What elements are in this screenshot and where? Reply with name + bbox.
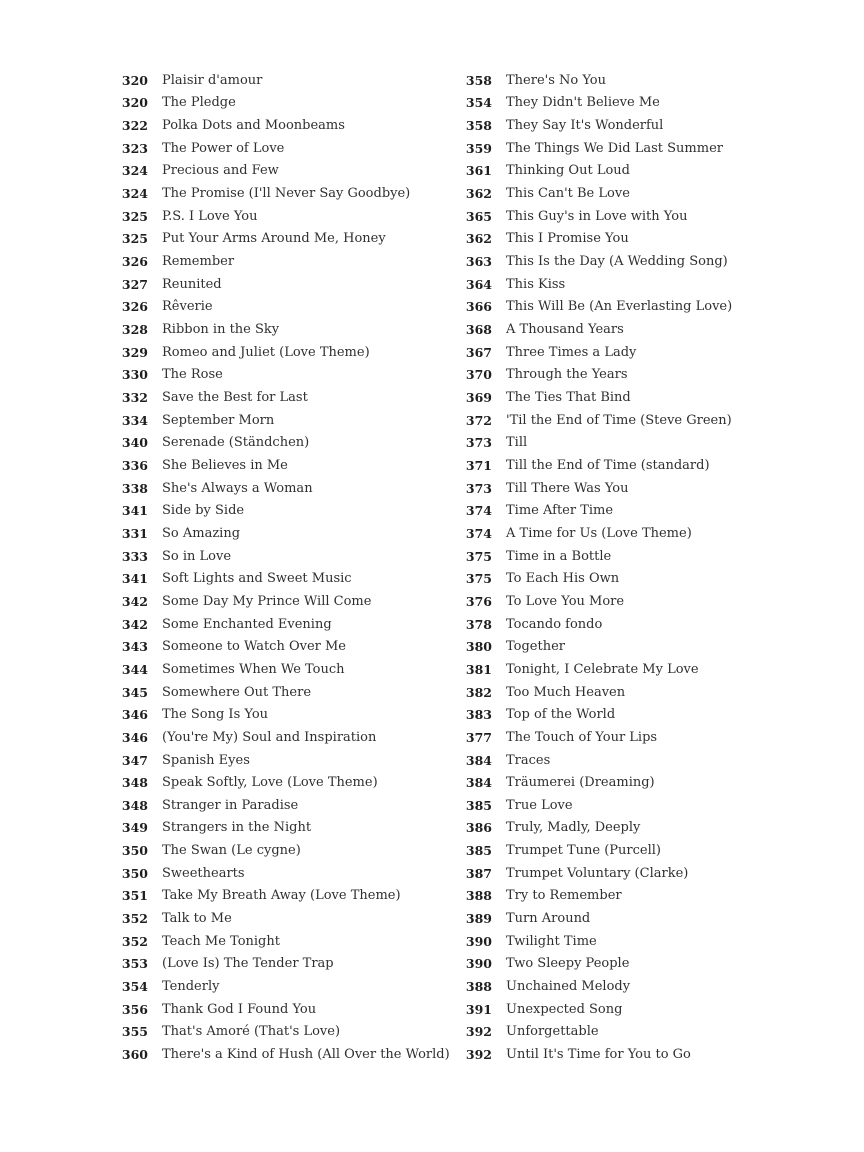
- index-entry: [118, 726, 458, 749]
- page-number: 362: [465, 231, 492, 247]
- song-title: This Will Be (An Everlasting Love): [506, 299, 733, 315]
- page-number: 389: [465, 911, 492, 927]
- index-entry: [118, 839, 458, 862]
- song-title: Tonight, I Celebrate My Love: [506, 661, 699, 677]
- song-title: Twilight Time: [506, 933, 597, 949]
- index-entry: [118, 160, 458, 183]
- index-entry: [462, 907, 802, 930]
- index-entry: [462, 386, 802, 409]
- index-entry: [118, 975, 458, 998]
- song-title: Thinking Out Loud: [506, 163, 630, 179]
- song-title: 'Til the End of Time (Steve Green): [506, 412, 732, 428]
- page-number: 343: [121, 639, 148, 655]
- index-entry: [118, 137, 458, 160]
- index-entry: [118, 522, 458, 545]
- page-number: 388: [465, 888, 492, 904]
- page-number: 364: [465, 276, 492, 292]
- page-number: 392: [465, 1024, 492, 1040]
- index-entry: [118, 250, 458, 273]
- index-entry: [118, 386, 458, 409]
- index-entry: [118, 681, 458, 704]
- song-title: Unchained Melody: [506, 979, 631, 995]
- song-title: Stranger in Paradise: [162, 797, 299, 813]
- page-number: 344: [121, 661, 148, 677]
- song-title: Too Much Heaven: [506, 684, 626, 700]
- song-title: The Promise (I'll Never Say Goodbye): [162, 186, 411, 202]
- song-title: This I Promise You: [506, 231, 629, 247]
- page-number: 342: [121, 616, 148, 632]
- index-entry: [118, 613, 458, 636]
- page-number: 326: [121, 254, 148, 270]
- index-entry: [462, 250, 802, 273]
- song-title: P.S. I Love You: [162, 208, 258, 224]
- index-entry: [118, 998, 458, 1021]
- index-entry: [118, 771, 458, 794]
- song-title: Someone to Watch Over Me: [162, 639, 346, 655]
- page-number: 351: [121, 888, 148, 904]
- page-number: 334: [121, 412, 148, 428]
- page-number: 325: [121, 231, 148, 247]
- song-title: Teach Me Tonight: [162, 933, 280, 949]
- song-title: A Time for Us (Love Theme): [506, 525, 692, 541]
- page-number: 350: [121, 865, 148, 881]
- page-number: 354: [121, 979, 148, 995]
- index-entry: [462, 794, 802, 817]
- index-entry: [462, 273, 802, 296]
- song-title: The Rose: [162, 367, 223, 383]
- index-entry: [462, 771, 802, 794]
- song-title: Save the Best for Last: [162, 390, 308, 406]
- page-number: 324: [121, 186, 148, 202]
- page-number: 376: [465, 593, 492, 609]
- index-entry: [118, 930, 458, 953]
- index-entry: [118, 477, 458, 500]
- index-entry: [118, 499, 458, 522]
- song-title: Truly, Madly, Deeply: [506, 820, 641, 836]
- page-number: 353: [121, 956, 148, 972]
- index-entry: [462, 409, 802, 432]
- page-number: 385: [465, 843, 492, 859]
- index-entry: [462, 432, 802, 455]
- song-title: Serenade (Ständchen): [162, 435, 310, 451]
- page-number: 336: [121, 457, 148, 473]
- song-title: Reunited: [162, 276, 222, 292]
- index-entry: [462, 182, 802, 205]
- page-number: 375: [465, 571, 492, 587]
- page-number: 390: [465, 956, 492, 972]
- index-entry: [118, 1021, 458, 1044]
- index-entry: [462, 681, 802, 704]
- song-title: September Morn: [162, 412, 275, 428]
- index-entry: [462, 545, 802, 568]
- page-number: 348: [121, 775, 148, 791]
- index-entry: [462, 69, 802, 92]
- page-number: 388: [465, 979, 492, 995]
- page-number: 352: [121, 911, 148, 927]
- page-number: 373: [465, 435, 492, 451]
- song-title: True Love: [506, 797, 573, 813]
- song-title: They Say It's Wonderful: [506, 118, 664, 134]
- page-number: 362: [465, 186, 492, 202]
- page-number: 355: [121, 1024, 148, 1040]
- index-entry: [462, 998, 802, 1021]
- song-title: The Swan (Le cygne): [162, 843, 301, 859]
- page-number: 372: [465, 412, 492, 428]
- index-entry: [118, 590, 458, 613]
- song-title: Top of the World: [506, 707, 616, 723]
- page-number: 374: [465, 503, 492, 519]
- page-number: 341: [121, 571, 148, 587]
- page-number: 377: [465, 729, 492, 745]
- song-title: Rêverie: [162, 299, 213, 315]
- page-number: 326: [121, 299, 148, 315]
- song-title: To Each His Own: [506, 571, 620, 587]
- index-entry: [462, 114, 802, 137]
- song-title: There's a Kind of Hush (All Over the World): [162, 1047, 450, 1063]
- page-number: 391: [465, 1001, 492, 1017]
- page-number: 392: [465, 1047, 492, 1063]
- index-entry: [118, 953, 458, 976]
- index-entry: [462, 137, 802, 160]
- page-number: 360: [121, 1047, 148, 1063]
- index-entry: [118, 114, 458, 137]
- page-number: 386: [465, 820, 492, 836]
- song-title: Tenderly: [162, 979, 220, 995]
- song-title: Side by Side: [162, 503, 245, 519]
- page-number: 371: [465, 457, 492, 473]
- page-number: 346: [121, 707, 148, 723]
- page-number: 375: [465, 548, 492, 564]
- page-number: 324: [121, 163, 148, 179]
- index-entry: [118, 635, 458, 658]
- index-column-left: [118, 69, 458, 1066]
- song-title: Somewhere Out There: [162, 684, 312, 700]
- page-number: 390: [465, 933, 492, 949]
- page-number: 323: [121, 140, 148, 156]
- song-title: (You're My) Soul and Inspiration: [162, 729, 377, 745]
- song-title: Three Times a Lady: [506, 344, 637, 360]
- page-number: 346: [121, 729, 148, 745]
- song-title: Some Enchanted Evening: [162, 616, 332, 632]
- index-entry: [462, 953, 802, 976]
- page-number: 327: [121, 276, 148, 292]
- page-number: 384: [465, 775, 492, 791]
- song-title: Time in a Bottle: [506, 548, 612, 564]
- page-number: 338: [121, 480, 148, 496]
- song-title: Try to Remember: [506, 888, 622, 904]
- page-number: 341: [121, 503, 148, 519]
- index-entry: [462, 613, 802, 636]
- song-title: So Amazing: [162, 525, 241, 541]
- index-entry: [118, 907, 458, 930]
- page-number: 374: [465, 525, 492, 541]
- page-number: 349: [121, 820, 148, 836]
- page-number: 325: [121, 208, 148, 224]
- index-entry: [462, 817, 802, 840]
- index-entry: [462, 296, 802, 319]
- song-title: The Things We Did Last Summer: [506, 140, 723, 156]
- song-title: Precious and Few: [162, 163, 279, 179]
- index-entry: [462, 499, 802, 522]
- page-number: 361: [465, 163, 492, 179]
- song-title: Sweethearts: [162, 865, 245, 881]
- index-entry: [118, 567, 458, 590]
- song-title: So in Love: [162, 548, 232, 564]
- index-entry: [118, 409, 458, 432]
- song-title: Unforgettable: [506, 1024, 599, 1040]
- song-title: Träumerei (Dreaming): [506, 775, 655, 791]
- song-title: She Believes in Me: [162, 457, 288, 473]
- song-title: Remember: [162, 254, 235, 270]
- page-number: 330: [121, 367, 148, 383]
- index-entry: [118, 205, 458, 228]
- index-entry: [462, 703, 802, 726]
- index-entry: [118, 749, 458, 772]
- page-number: 387: [465, 865, 492, 881]
- page-number: 359: [465, 140, 492, 156]
- page-number: 367: [465, 344, 492, 360]
- page-number: 358: [465, 72, 492, 88]
- song-title: Trumpet Tune (Purcell): [506, 843, 661, 859]
- page-number: 363: [465, 254, 492, 270]
- index-entry: [118, 92, 458, 115]
- page-number: 331: [121, 525, 148, 541]
- song-title: The Ties That Bind: [506, 390, 631, 406]
- index-entry: [462, 522, 802, 545]
- page-number: 368: [465, 322, 492, 338]
- song-title: Till There Was You: [506, 480, 629, 496]
- song-title: Some Day My Prince Will Come: [162, 593, 372, 609]
- page-number: 373: [465, 480, 492, 496]
- song-title: Sometimes When We Touch: [162, 661, 345, 677]
- index-entry: [118, 69, 458, 92]
- page-number: 365: [465, 208, 492, 224]
- song-title: Plaisir d'amour: [162, 72, 263, 88]
- index-entry: [462, 975, 802, 998]
- index-entry: [462, 228, 802, 251]
- index-entry: [462, 454, 802, 477]
- song-title: Speak Softly, Love (Love Theme): [162, 775, 378, 791]
- song-title: Trumpet Voluntary (Clarke): [506, 865, 689, 881]
- page-number: 370: [465, 367, 492, 383]
- song-title: This Kiss: [506, 276, 566, 292]
- index-entry: [118, 273, 458, 296]
- song-title: Unexpected Song: [506, 1001, 623, 1017]
- page-number: 333: [121, 548, 148, 564]
- index-entry: [462, 205, 802, 228]
- song-title: Soft Lights and Sweet Music: [162, 571, 352, 587]
- song-title: Put Your Arms Around Me, Honey: [162, 231, 386, 247]
- page-number: 350: [121, 843, 148, 859]
- song-title: Tocando fondo: [506, 616, 603, 632]
- index-entry: [118, 794, 458, 817]
- song-title: This Is the Day (A Wedding Song): [506, 254, 728, 270]
- song-title: Talk to Me: [162, 911, 232, 927]
- song-title: Romeo and Juliet (Love Theme): [162, 344, 370, 360]
- index-entry: [462, 364, 802, 387]
- index-entry: [118, 817, 458, 840]
- index-entry: [462, 590, 802, 613]
- page-number: 352: [121, 933, 148, 949]
- song-title: Together: [506, 639, 566, 655]
- song-title: She's Always a Woman: [162, 480, 313, 496]
- index-entry: [462, 341, 802, 364]
- page-number: 369: [465, 390, 492, 406]
- song-title: The Power of Love: [162, 140, 285, 156]
- song-title: Till: [506, 435, 528, 451]
- index-entry: [462, 160, 802, 183]
- page-number: 380: [465, 639, 492, 655]
- index-entry: [462, 567, 802, 590]
- song-title: This Can't Be Love: [506, 186, 630, 202]
- index-entry: [462, 862, 802, 885]
- page-number: 320: [121, 72, 148, 88]
- index-entry: [118, 364, 458, 387]
- song-title: The Song Is You: [162, 707, 269, 723]
- song-title: Through the Years: [506, 367, 628, 383]
- page-number: 382: [465, 684, 492, 700]
- song-title: (Love Is) The Tender Trap: [162, 956, 334, 972]
- page-number: 322: [121, 118, 148, 134]
- index-entry: [118, 182, 458, 205]
- page-number: 358: [465, 118, 492, 134]
- song-title: Until It's Time for You to Go: [506, 1047, 691, 1063]
- index-entry: [118, 228, 458, 251]
- song-title: The Touch of Your Lips: [506, 729, 658, 745]
- index-entry: [462, 1043, 802, 1066]
- index-entry: [118, 341, 458, 364]
- song-title: Two Sleepy People: [506, 956, 630, 972]
- song-title: The Pledge: [162, 95, 236, 111]
- page-number: 329: [121, 344, 148, 360]
- index-entry: [462, 839, 802, 862]
- index-entry: [462, 1021, 802, 1044]
- song-title: That's Amoré (That's Love): [162, 1024, 341, 1040]
- song-title: They Didn't Believe Me: [506, 95, 660, 111]
- page-number: 347: [121, 752, 148, 768]
- song-title: A Thousand Years: [506, 322, 624, 338]
- index-entry: [118, 703, 458, 726]
- index-entry: [462, 885, 802, 908]
- song-title: Strangers in the Night: [162, 820, 312, 836]
- index-entry: [118, 658, 458, 681]
- page-number: 342: [121, 593, 148, 609]
- song-title: Ribbon in the Sky: [162, 322, 280, 338]
- index-entry: [462, 658, 802, 681]
- page-number: 385: [465, 797, 492, 813]
- index-entry: [462, 318, 802, 341]
- page-number: 328: [121, 322, 148, 338]
- song-title: Turn Around: [506, 911, 591, 927]
- song-title: Spanish Eyes: [162, 752, 250, 768]
- page-number: 378: [465, 616, 492, 632]
- song-title: Take My Breath Away (Love Theme): [162, 888, 401, 904]
- index-entry: [118, 432, 458, 455]
- song-title: Polka Dots and Moonbeams: [162, 118, 345, 134]
- page-number: 340: [121, 435, 148, 451]
- page-number: 366: [465, 299, 492, 315]
- index-entry: [462, 92, 802, 115]
- index-entry: [118, 885, 458, 908]
- index-entry: [462, 930, 802, 953]
- song-title: Till the End of Time (standard): [506, 457, 710, 473]
- index-entry: [118, 862, 458, 885]
- page-number: 356: [121, 1001, 148, 1017]
- index-entry: [118, 545, 458, 568]
- page-number: 345: [121, 684, 148, 700]
- page-number: 381: [465, 661, 492, 677]
- index-column-right: [462, 69, 802, 1066]
- page-number: 354: [465, 95, 492, 111]
- song-title: To Love You More: [506, 593, 625, 609]
- page-number: 348: [121, 797, 148, 813]
- song-title: This Guy's in Love with You: [506, 208, 688, 224]
- page-number: 332: [121, 390, 148, 406]
- page-number: 320: [121, 95, 148, 111]
- index-entry: [118, 454, 458, 477]
- song-title: Thank God I Found You: [162, 1001, 317, 1017]
- index-entry: [118, 1043, 458, 1066]
- index-entry: [462, 477, 802, 500]
- index-entry: [462, 635, 802, 658]
- index-entry: [462, 749, 802, 772]
- index-entry: [118, 296, 458, 319]
- page-number: 383: [465, 707, 492, 723]
- song-title: Traces: [506, 752, 551, 768]
- page-number: 384: [465, 752, 492, 768]
- song-title: There's No You: [506, 72, 607, 88]
- index-entry: [118, 318, 458, 341]
- index-entry: [462, 726, 802, 749]
- song-title: Time After Time: [506, 503, 614, 519]
